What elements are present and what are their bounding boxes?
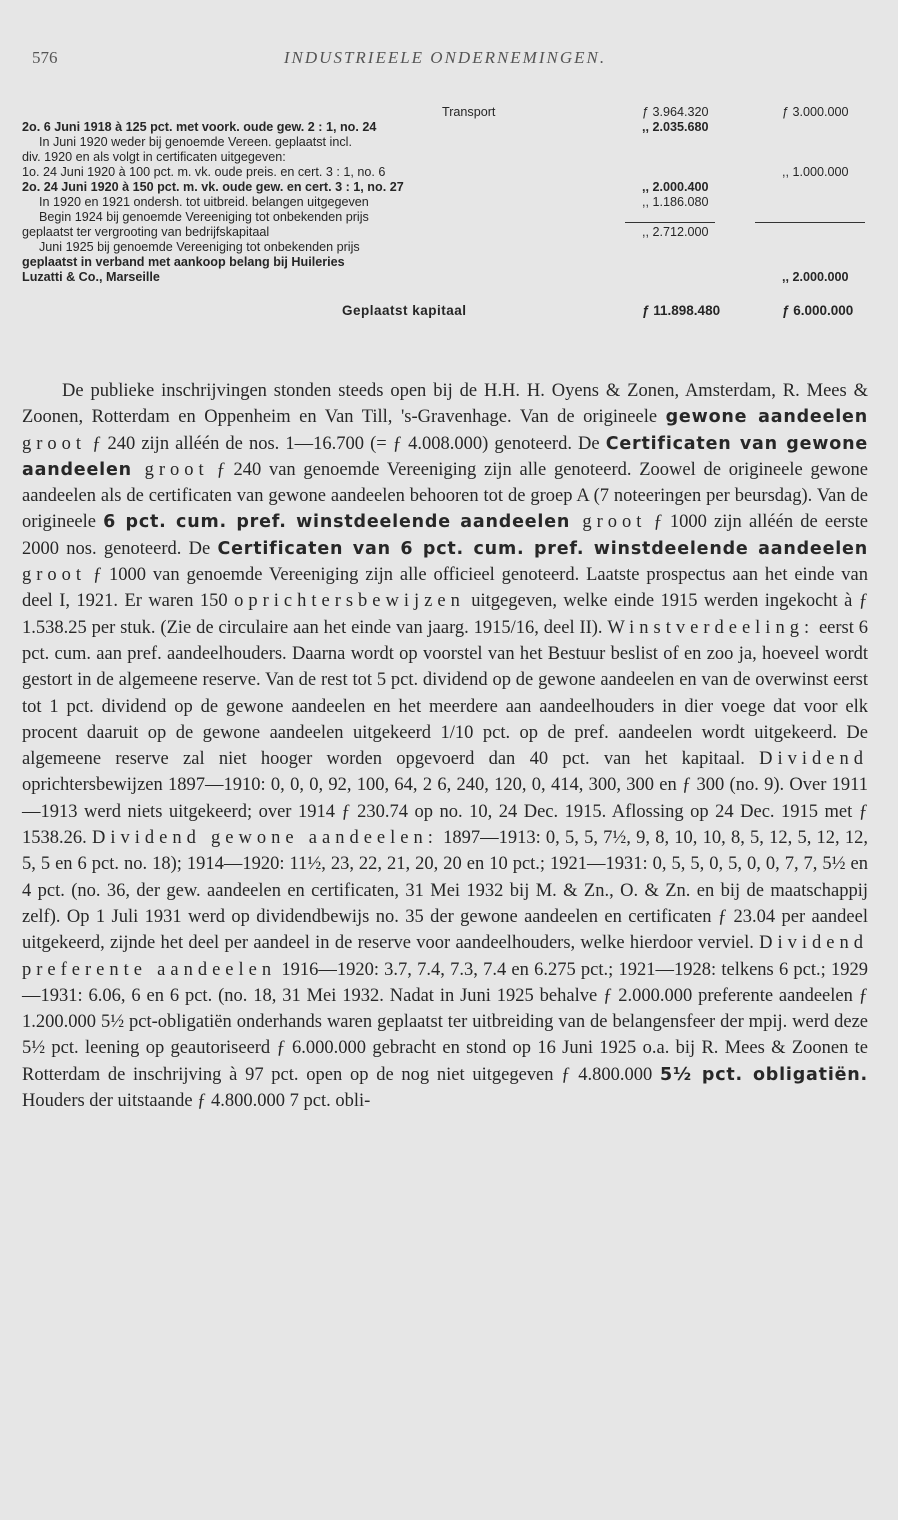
row-amount-col1: ƒ 3.964.320 xyxy=(642,105,709,119)
spaced-term: Dividend xyxy=(759,749,868,770)
table-row xyxy=(22,120,878,135)
table-row xyxy=(22,150,878,165)
running-title: INDUSTRIEELE ONDERNEMINGEN. xyxy=(283,48,607,67)
spaced-term: Dividend preferente aandeelen xyxy=(22,933,868,980)
row-description: Juni 1925 bij genoemde Vereeniging tot onbekenden prijs xyxy=(39,240,360,254)
table-row xyxy=(22,255,878,270)
bold-term: gewone aandeelen xyxy=(665,407,868,428)
spaced-term: oprichtersbewijzen xyxy=(234,591,465,612)
table-row xyxy=(22,195,878,210)
row-amount-col1: ,, 2.035.680 xyxy=(642,120,709,134)
bold-term: 6 pct. cum. pref. winstdeelende aandeelen xyxy=(103,512,571,533)
row-description: geplaatst in verband met aankoop belang bij Huileries xyxy=(22,255,345,269)
row-description: 2o. 6 Juni 1918 à 125 pct. met voork. oude gew. 2 : 1, no. 24 xyxy=(22,120,377,134)
sum-rule-col1 xyxy=(625,222,715,223)
row-amount-col1: ,, 2.712.000 xyxy=(642,225,709,239)
body-paragraph: De publieke inschrijvingen stonden steeds open bij de H.H. H. Oyens & Zonen, Amsterdam, R. Mees & Zoonen, Rotterdam en Oppenheim en Van Till, 's-Gravenhage. Van de origineele gewone aandeelen groot ƒ 240 zijn alléén de nos. 1—16.700 (= ƒ 4.008.000) genoteerd. De Certificaten van gewone aandeelen groot ƒ 240 van genoemde Vereeniging zijn alle genoteerd. Zoowel de origineele gewone aandeelen als de certificaten van gewone aandeelen behooren tot de groep A (7 noteeringen per beursdag). Van de origineele 6 pct. cum. pref. winstdeelende aandeelen groot ƒ 1000 zijn alléén de eerste 2000 nos. genoteerd. De Certificaten van 6 pct. cum. pref. winstdeelende aandeelen groot ƒ 1000 van genoemde Vereeniging zijn alle officieel genoteerd. Laatste prospectus aan het einde van deel I, 1921. Er waren 150 oprichtersbewijzen uitgegeven, welke einde 1915 werden ingekocht à ƒ 1.538.25 per stuk. (Zie de circulaire aan het einde van jaarg. 1915/16, deel II). Winstverdeeling: eerst 6 pct. cum. aan pref. aandeelhouders. Daarna wordt op voorstel van het Bestuur beslist of en zoo ja, hoeveel wordt gestort in de algemeene reserve. Van de rest tot 5 pct. dividend op de gewone aandeelen en van de overwinst eerst tot 1 pct. dividend op de gewone aandeelen en het meerdere aan aandeelhouders in dier voege dat voor elk procent daaruit op de gewone aandeelen uitgekeerd 1/10 pct. op de pref. aandeelen wordt uitgekeerd. De algemeene reserve zal niet hooger worden opgevoerd dan 40 pct. van het kapitaal. Dividend oprichtersbewijzen 1897—1910: 0, 0, 0, 92, 100, 64, 2 6, 240, 120, 0, 414, 300, 300 en ƒ 300 (no. 9). Over 1911—1913 werd niets uitgekeerd; over 1914 ƒ 230.74 op no. 10, 24 Dec. 1915. Aflossing op 24 Dec. 1915 met ƒ 1538.26. Dividend gewone aandeelen: 1897—1913: 0, 5, 5, 7½, 9, 8, 10, 10, 8, 5, 12, 5, 12, 12, 5, 5 en 6 pct. no. 18); 1914—1920: 11½, 23, 22, 21, 20, 20 en 10 pct.; 1921—1931: 0, 5, 5, 0, 5, 0, 0, 7, 7, 5½ en 4 pct. (no. 36, der gew. aandeelen en certificaten, 31 Mei 1932 bij M. & Zn., O. & Zn. en bij de maatschappij zelf). Op 1 Juli 1931 werd op dividendbewijs no. 35 der gewone aandeelen en certificaten ƒ 23.04 per aandeel uitgekeerd, zijnde het deel per aandeel in de reserve voor aandeelhouders, welke hierdoor verviel. Dividend preferente aandeelen 1916—1920: 3.7, 7.4, 7.3, 7.4 en 6.275 pct.; 1921—1928: telkens 6 pct.; 1929—1931: 6.06, 6 en 6 pct. (no. 18, 31 Mei 1932. Nadat in Juni 1925 behalve ƒ 2.000.000 preferente aandeelen ƒ 1.200.000 5½ pct-obligatiën onderhands waren geplaatst ter uitbreiding van de belangensfeer der mpij. werd deze 5½ pct. leening op geautoriseerd ƒ 6.000.000 gebracht en stond op 16 Juni 1925 o.a. bij R. Mees & Zoonen te Rotterdam de inschrijving à 97 pct. open op de nog niet uitgegeven ƒ 4.800.000 5½ pct. obligatiën. Houders der uitstaande ƒ 4.800.000 7 pct. obli- xyxy=(22,381,869,1112)
total-col1: ƒ 11.898.480 xyxy=(642,303,721,318)
capital-table xyxy=(22,105,878,318)
row-amount-col2: ,, 2.000.000 xyxy=(782,270,849,284)
row-description: 2o. 24 Juni 1920 à 150 pct. m. vk. oude gew. en cert. 3 : 1, no. 27 xyxy=(22,180,404,194)
total-label: Geplaatst kapitaal xyxy=(342,303,467,318)
row-amount-col1: ,, 1.186.080 xyxy=(642,195,709,209)
row-description: Luzatti & Co., Marseille xyxy=(22,270,160,284)
total-col2: ƒ 6.000.000 xyxy=(782,303,854,318)
body-text xyxy=(22,378,868,1114)
table-row xyxy=(22,210,878,225)
row-description: In 1920 en 1921 ondersh. tot uitbreid. belangen uitgegeven xyxy=(39,195,369,209)
table-row xyxy=(22,240,878,255)
page-number: 576 xyxy=(32,48,58,67)
row-description: In Juni 1920 weder bij genoemde Vereen. geplaatst incl. xyxy=(39,135,352,149)
row-description: div. 1920 en als volgt in certificaten uitgegeven: xyxy=(22,150,286,164)
spaced-term: Winstverdeeling: xyxy=(607,617,815,638)
table-row xyxy=(22,135,878,150)
sum-rule-col2 xyxy=(755,222,865,223)
row-description: Begin 1924 bij genoemde Vereeniging tot onbekenden prijs xyxy=(39,210,369,224)
spaced-term: Dividend gewone aandeelen: xyxy=(91,828,438,849)
table-row xyxy=(22,270,878,285)
total-row xyxy=(22,303,878,318)
page-header xyxy=(22,48,868,78)
row-amount-col2: ƒ 3.000.000 xyxy=(782,105,849,119)
row-description: 1o. 24 Juni 1920 à 100 pct. m. vk. oude preis. en cert. 3 : 1, no. 6 xyxy=(22,165,386,179)
bold-term: Certificaten van 6 pct. cum. pref. winstdeelende aandeelen xyxy=(217,538,868,559)
row-description: geplaatst ter vergrooting van bedrijfskapitaal xyxy=(22,225,270,239)
table-row xyxy=(22,105,878,120)
row-amount-col2: ,, 1.000.000 xyxy=(782,165,849,179)
row-description: Transport xyxy=(442,105,496,119)
table-row xyxy=(22,165,878,180)
table-row xyxy=(22,225,878,240)
row-amount-col1: ,, 2.000.400 xyxy=(642,180,709,194)
bold-term: Certificaten van gewone aandeelen xyxy=(22,433,869,480)
bold-term: 5½ pct. obligatiën. xyxy=(659,1064,868,1085)
table-row xyxy=(22,180,878,195)
